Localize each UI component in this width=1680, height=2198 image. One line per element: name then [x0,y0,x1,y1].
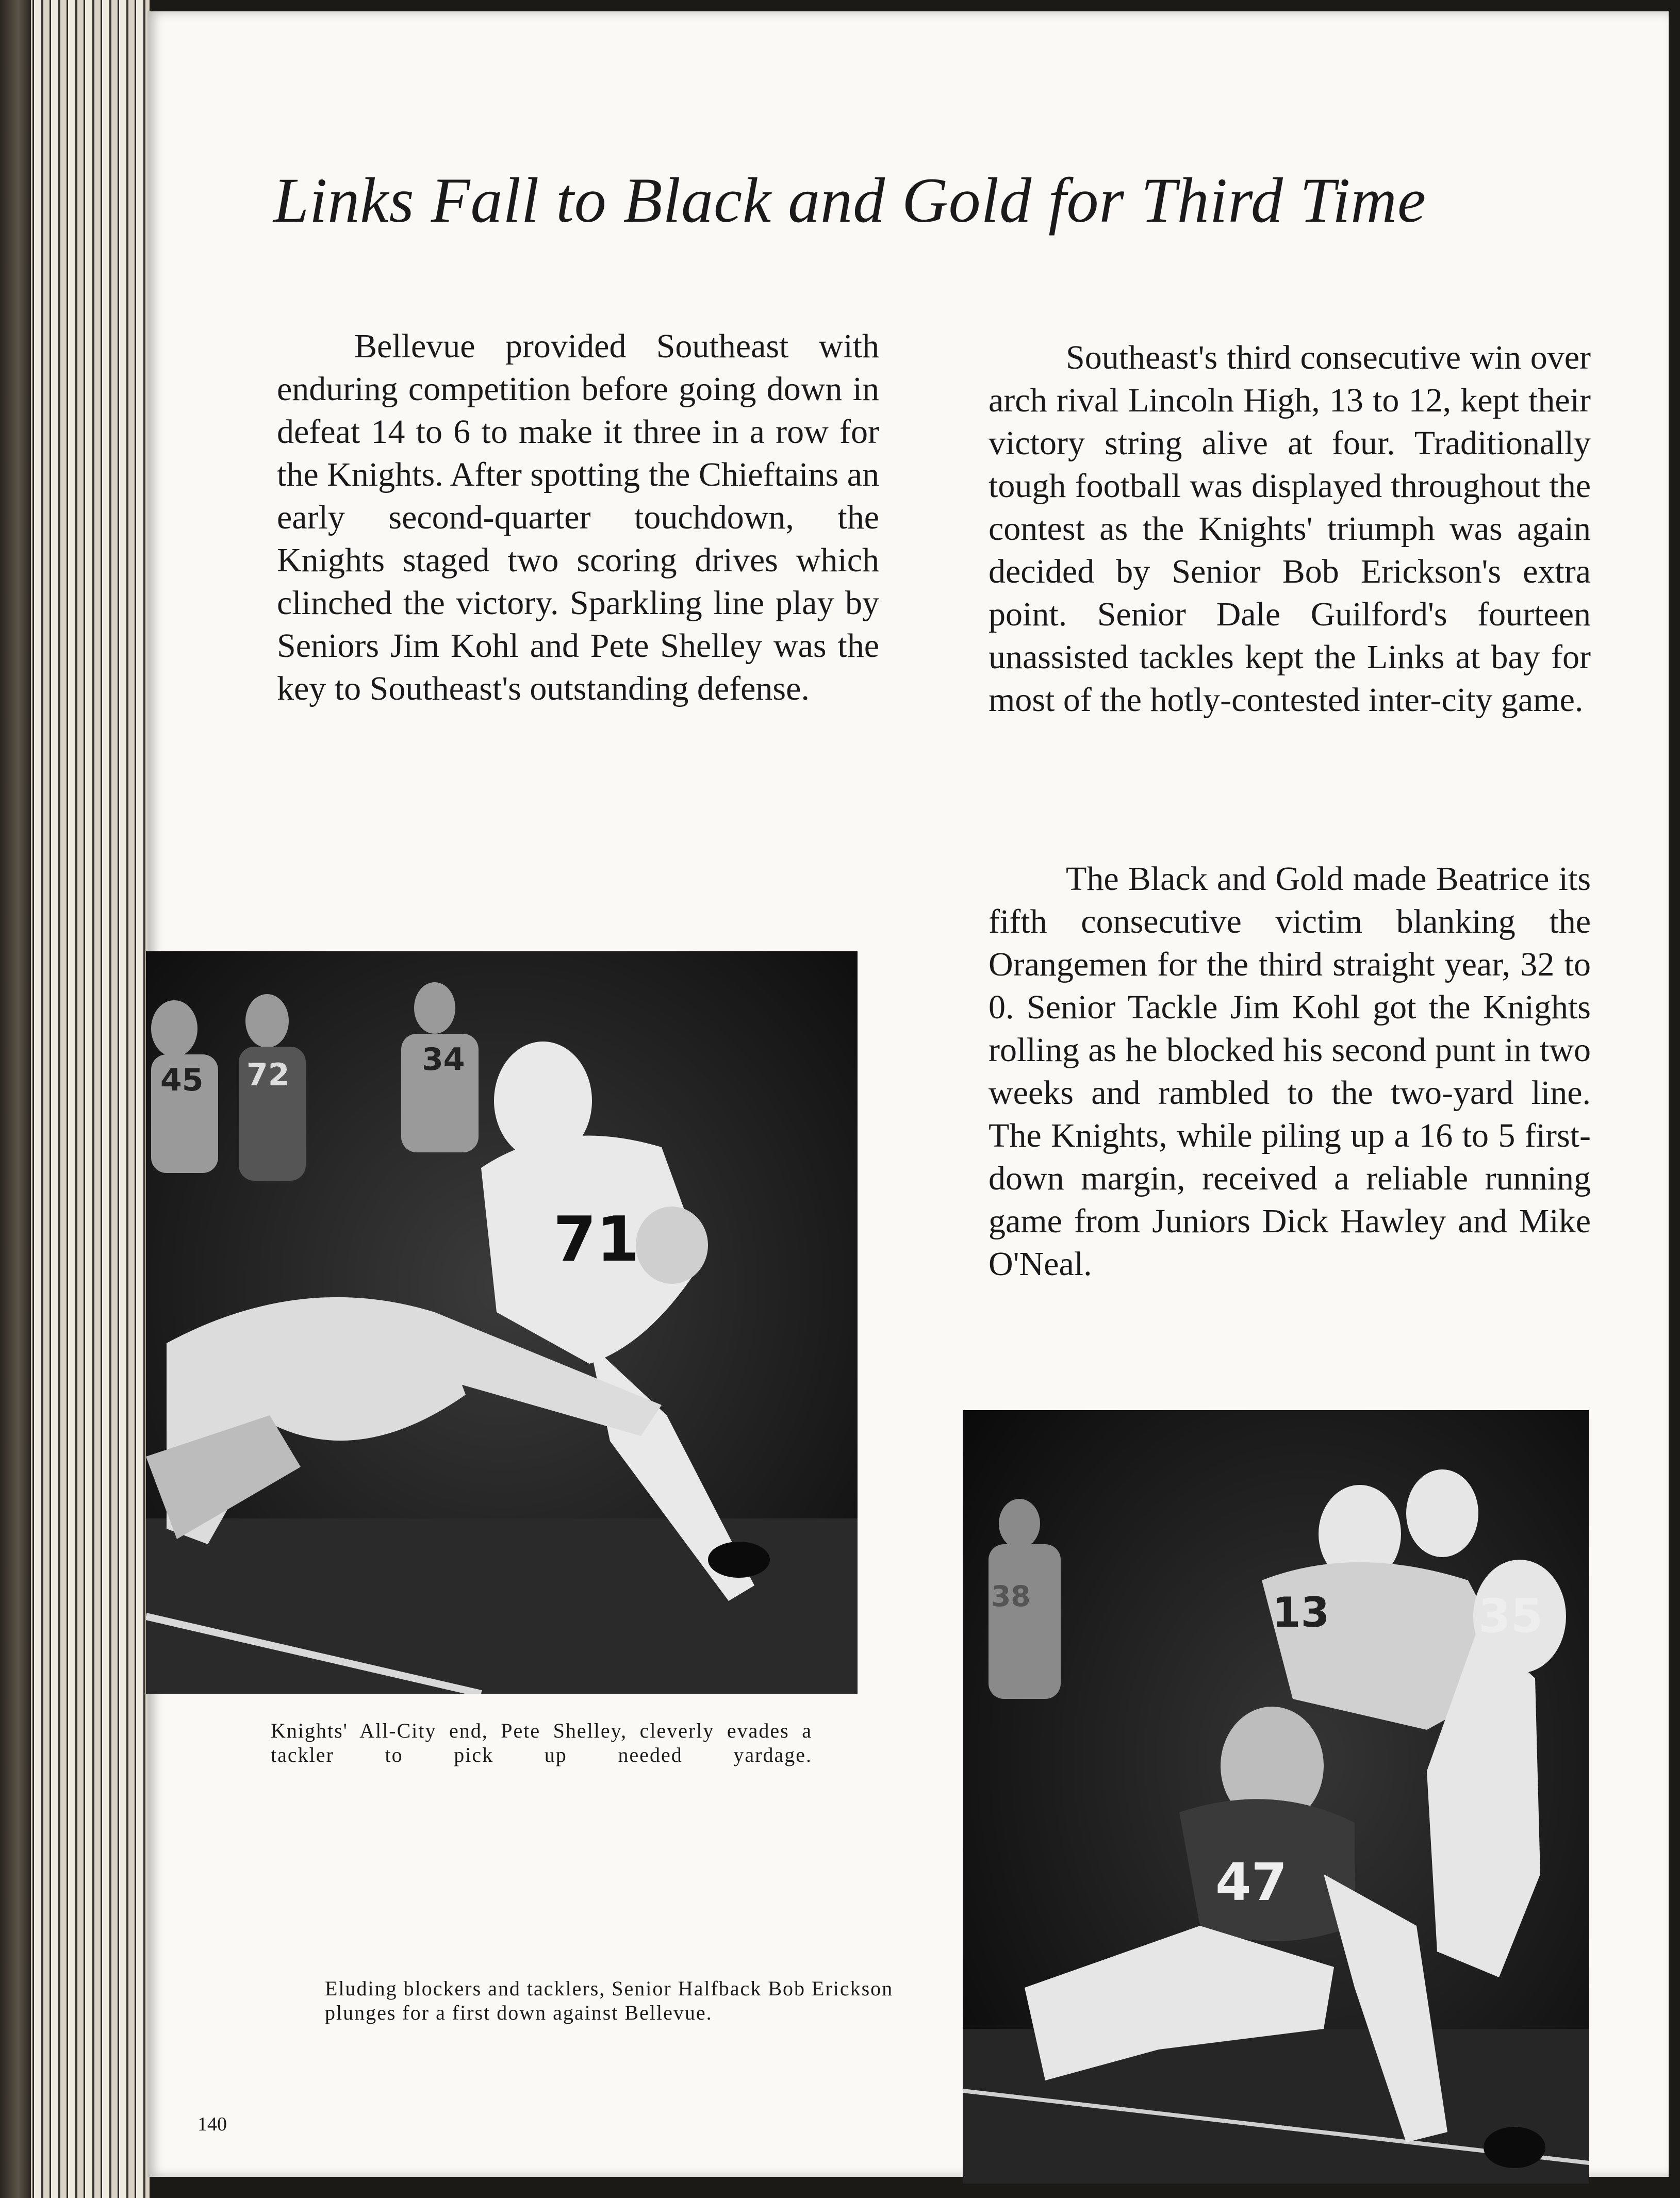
jersey-number: 35 [1478,1589,1543,1643]
jersey-number: 72 [246,1057,290,1093]
caption-shelley: Knights' All-City end, Pete Shelley, cleverly evades a tackler to pick up needed yardage. [271,1719,812,1766]
photo-bob-erickson [963,1410,1589,2184]
jersey-number: 34 [422,1042,465,1078]
photo-pete-shelley [146,951,858,1694]
story-lincoln: Southeast's third consecutive win over arch rival Lincoln High, 13 to 12, kept their victory string alive at four. Traditionally tough football was displayed throughout the contest as the Knights' triumph was again decided by Senior Bob Erickson's extra point. Senior Dale Guilford's fourteen unassisted tackles kept the Links at bay for most of the hotly-contested inter-city game. [989,339,1591,719]
jersey-number: 71 [553,1204,639,1276]
jersey-number: 13 [1272,1589,1330,1637]
book-spine [0,0,31,2198]
page-number: 140 [197,2113,227,2135]
jersey-number: 47 [1215,1852,1288,1912]
jersey-number: 45 [160,1062,204,1098]
caption-erickson: Eluding blockers and tacklers, Senior Halfback Bob Erickson plunges for a first down against Bellevue. [325,1977,894,2024]
story-bellevue: Bellevue provided Southeast with enduring competition before going down in defeat 14 to 6 to make it three in a row for the Knights. After spotting the Chieftains an early second-quarter touchdown, the Knights staged two scoring drives which clinched the victory. Sparkling line play by Seniors Jim Kohl and Pete Shelley was the key to Southeast's outstanding defense. [277,327,879,707]
story-beatrice: The Black and Gold made Beatrice its fifth consecutive victim blanking the Orangemen for the third straight year, 32 to 0. Senior Tackle Jim Kohl got the Knights rolling as he blocked his second punt in two weeks and rambled to the two-yard line. The Knights, while piling up a 16 to 5 first-down margin, received a reliable running game from Juniors Dick Hawley and Mike O'Neal. [989,860,1591,1283]
headline: Links Fall to Black and Gold for Third Time [273,165,1427,236]
jersey-number: 38 [991,1580,1031,1613]
